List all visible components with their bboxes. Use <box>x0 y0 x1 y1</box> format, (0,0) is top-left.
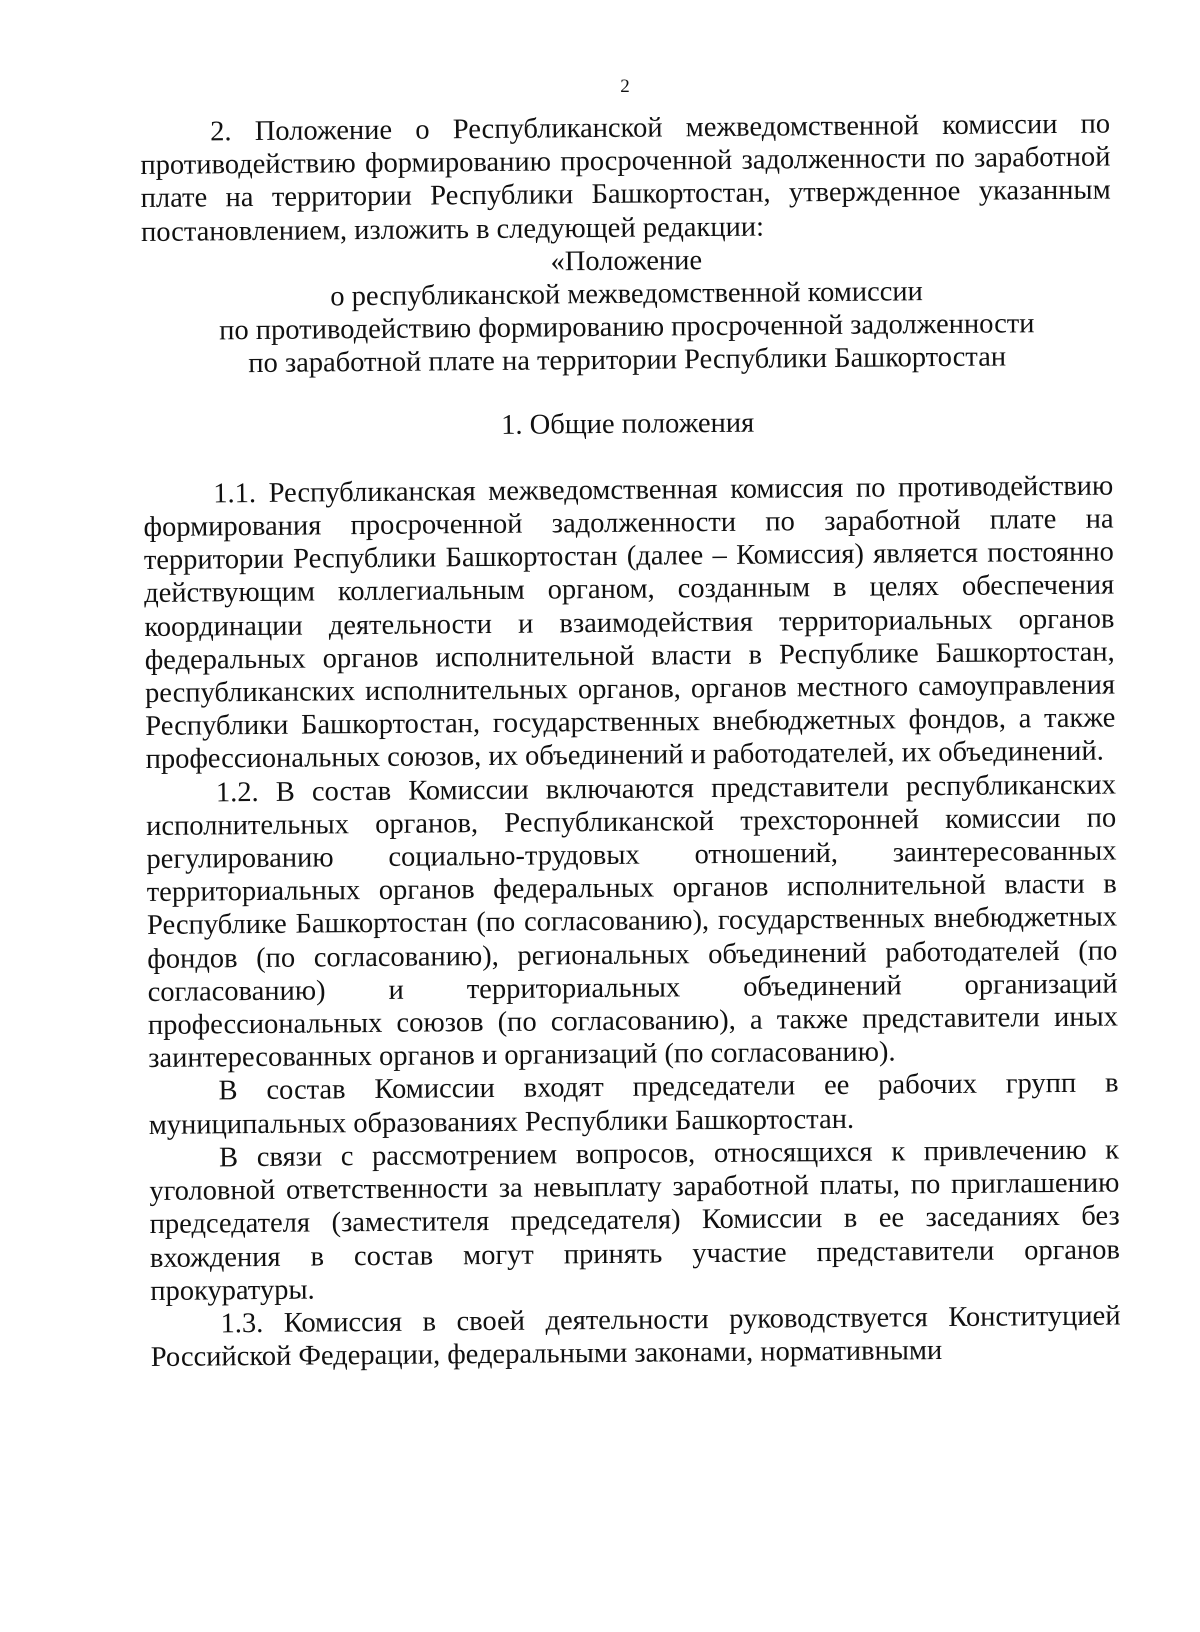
paragraph-composition: В состав Комиссии входят председатели ее рабочих групп в муниципальных образованиях Республики Башкортостан. <box>148 1067 1119 1141</box>
title-line-2: о республиканской межведомственной комиссии <box>330 276 923 313</box>
title-line-1: «Положение <box>550 244 703 278</box>
paragraph-prosecutors: В связи с рассмотрением вопросов, относящихся к привлечению к уголовной ответственности за невыплату заработной платы, по приглашению председателя (заместителя председателя) Комиссии в ее заседаниях без вхождения в состав могут принять участие представители органов прокуратуры. <box>149 1134 1121 1307</box>
title-line-3: по противодействию формированию просроченной задолженности <box>219 308 1035 347</box>
section-heading: 1. Общие положения <box>501 407 755 441</box>
page-number: 2 <box>620 76 630 97</box>
document-body <box>140 108 1121 1375</box>
intro-paragraph: 2. Положение о Республиканской межведомственной комиссии по противодействию формированию просроченной задолженности по заработной плате на территории Республики Башкортостан, утвержденное указанным постановлением, изложить в следующей редакции: <box>140 108 1111 248</box>
title-line-4: по заработной плате на территории Республики Башкортостан <box>248 341 1007 380</box>
paragraph-1-1: 1.1. Республиканская межведомственная комиссия по противодействию формирования просроченной задолженности по заработной плате на территории Республики Башкортостан (далее – Комиссия) является постоянно действующим коллегиальным органом, созданным в целях обеспечения координации деятельности и взаимодействия территориальных органов федеральных органов исполнительной власти в Республике Башкортостан, республиканских исполнительных органов, органов местного самоуправления Республики Башкортостан, государственных внебюджетных фондов, а также профессиональных союзов, их объединений и работодателей, их объединений. <box>143 470 1116 776</box>
paragraph-1-3: 1.3. Комиссия в своей деятельности руководствуется Конституцией Российской Федерации, федеральными законами, нормативными <box>150 1300 1121 1374</box>
paragraph-1-2: 1.2. В состав Комиссии включаются представители республиканских исполнительных органов, Республиканской трехсторонней комиссии по регулированию социально-трудовых отношений, заинтересованных территориальных органов федеральных органов исполнительной власти в Республике Башкортостан (по согласованию), государственных внебюджетных фондов (по согласованию), региональных объединений работодателей (по согласованию) и территориальных объединений организаций профессиональных союзов (по согласованию), а также представители иных заинтересованных органов и организаций (по согласованию). <box>146 769 1119 1075</box>
